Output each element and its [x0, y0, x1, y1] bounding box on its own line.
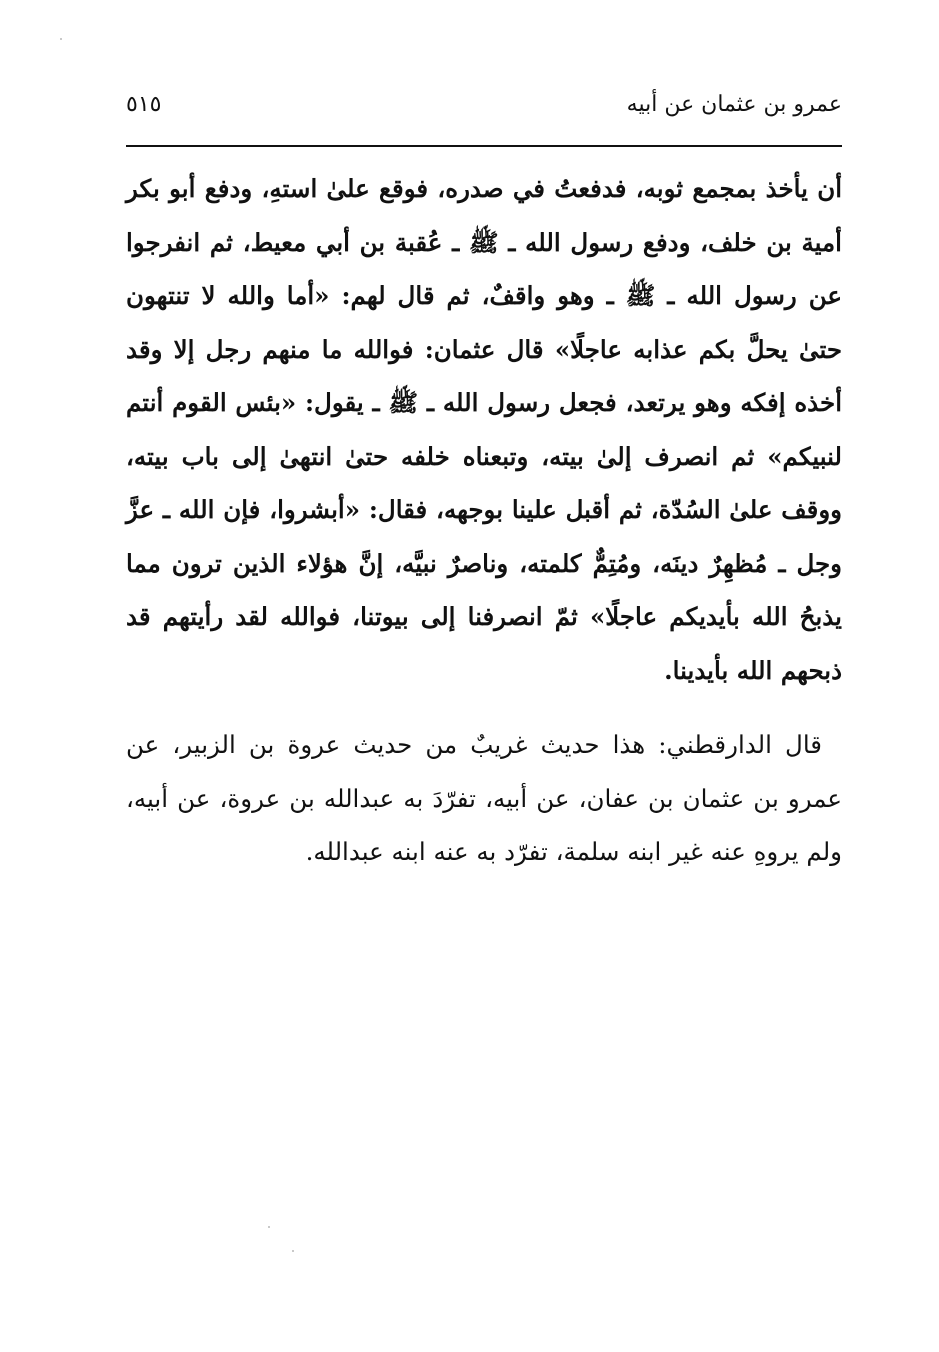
running-header-title: عمرو بن عثمان عن أبيه — [626, 92, 842, 117]
commentary-paragraph: قال الدارقطني: هذا حديث غريبٌ من حديث عروة بن الزبير، عن عمرو بن عثمان بن عفان، عن أبيه، تفرّدَ به عبدالله بن عروة، عن أبيه، ولم يروهِ عنه غير ابنه سلمة، تفرّد به عنه ابنه عبدالله. — [126, 730, 842, 866]
scan-speck — [60, 38, 62, 40]
narration-paragraph: أن يأخذ بمجمع ثوبه، فدفعتُ في صدره، فوقع علىٰ استهِ، ودفع أبو بكر أمية بن خلف، ودفع رسول الله ـ ﷺ ـ عُقبة بن أبي معيط، ثم انفرجوا عن رسول الله ـ ﷺ ـ وهو واقفٌ، ثم قال لهم: «أما والله لا تنتهون حتىٰ يحلَّ بكم عذابه عاجلًا» قال عثمان: فوالله ما منهم رجل إلا وقد أخذه إفكه وهو يرتعد، فجعل رسول الله ـ ﷺ ـ يقول: «بئس القوم أنتم لنبيكم» ثم انصرف إلىٰ بيته، وتبعناه خلفه حتىٰ انتهىٰ إلى باب بيته، ووقف علىٰ السُدّة، ثم أقبل علينا بوجهه، فقال: «أبشروا، فإن الله ـ عزَّ وجل ـ مُظهِرٌ دينَه، ومُتِمٌّ كلمته، وناصرٌ نبيَّه، إنَّ هؤلاء الذين ترون مما يذبحُ الله بأيديكم عاجلًا» ثمّ انصرفنا إلى بيوتنا، فوالله لقد رأيتهم قد ذبحهم الله بأيدينا. — [126, 174, 842, 685]
body-text — [126, 162, 842, 879]
running-header — [126, 90, 842, 126]
scan-speck — [292, 1250, 294, 1252]
scan-speck — [268, 1226, 270, 1228]
header-divider — [126, 145, 842, 147]
page-number: ٥١٥ — [126, 92, 162, 117]
